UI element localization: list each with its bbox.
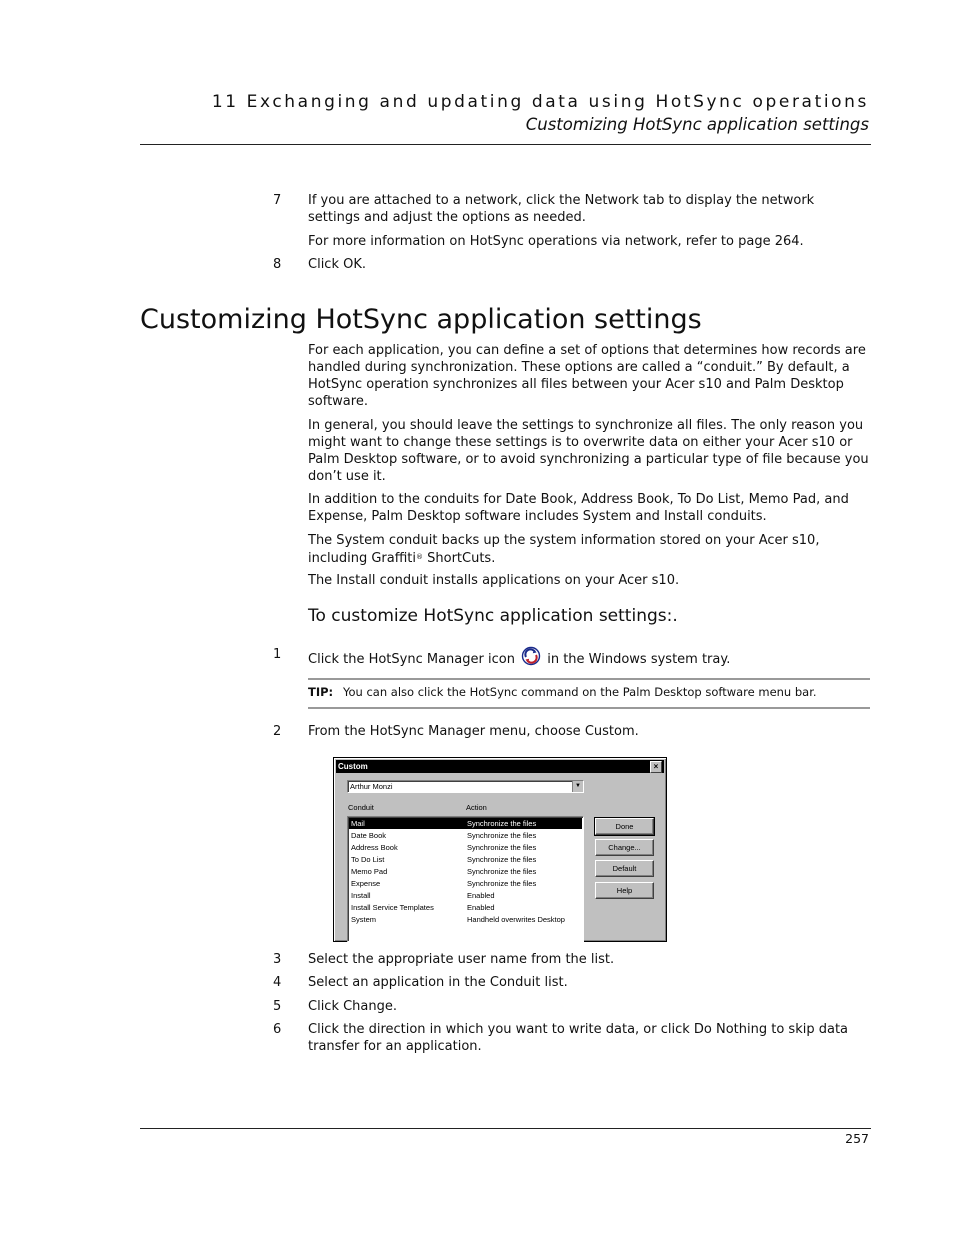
conduit-row[interactable]: Expense Synchronize the files — [351, 879, 537, 888]
user-select-value: Arthur Monzi — [350, 782, 393, 791]
section-subtitle: Customizing HotSync application settings — [525, 115, 869, 134]
help-button[interactable]: Help — [595, 882, 654, 899]
hotsync-manager-icon — [521, 646, 541, 666]
conduit-row[interactable]: Install Enabled — [351, 891, 495, 900]
step-text: Select an application in the Conduit list. — [308, 975, 568, 990]
paragraph: The Install conduit installs applications on your Acer s10. — [308, 573, 680, 588]
step-number: 8 — [273, 257, 282, 272]
step-number: 3 — [273, 952, 282, 967]
step-text: Click the HotSync Manager icon in the Windows system tray. — [308, 646, 870, 668]
conduit-row[interactable]: Install Service Templates Enabled — [351, 903, 495, 912]
done-button[interactable]: Done — [595, 818, 654, 835]
paragraph: In general, you should leave the settings to synchronize all files. The only reason you might want to change these settings is to overwrite data on either your Acer s10 or Palm Desktop software, or to avoid synchronizing a particular type of file because you don’t use it. — [308, 418, 869, 484]
tip-label: TIP: — [308, 685, 334, 699]
conduit-row[interactable]: Mail Synchronize the files — [349, 818, 582, 829]
close-button[interactable]: × — [650, 761, 662, 773]
page-number: 257 — [845, 1131, 869, 1146]
dialog-titlebar — [336, 760, 664, 773]
step-text: If you are attached to a network, click the Network tab to display the network settings and adjust the options as needed. — [308, 193, 815, 225]
paragraph: For each application, you can define a set of options that determines how records are handled during synchronization. These options are called a “conduit.” By default, a HotSync operation synchronizes all files between your Acer s10 and Palm Desktop software. — [308, 343, 866, 409]
default-button[interactable]: Default — [595, 860, 654, 877]
tip-rule-top — [308, 678, 870, 680]
step-text: From the HotSync Manager menu, choose Custom. — [308, 724, 639, 739]
header-rule — [140, 144, 871, 145]
change-button[interactable]: Change... — [595, 839, 654, 856]
step-text: Select the appropriate user name from the list. — [308, 952, 615, 967]
step-number: 1 — [273, 647, 282, 662]
procedure-heading: To customize HotSync application settings:. — [308, 606, 678, 626]
step-number: 5 — [273, 999, 282, 1014]
step-number: 4 — [273, 975, 282, 990]
step-note: For more information on HotSync operations via network, refer to page 264. — [308, 234, 804, 249]
chevron-down-icon[interactable]: ▼ — [572, 781, 583, 792]
user-select[interactable] — [347, 780, 584, 793]
step-text: Click Change. — [308, 999, 398, 1014]
conduit-row[interactable]: Date Book Synchronize the files — [351, 831, 537, 840]
conduit-list[interactable] — [347, 816, 584, 942]
action-column-header: Action — [466, 803, 487, 812]
tip-text: You can also click the HotSync command on the Palm Desktop software menu bar. — [343, 685, 817, 699]
step-number: 2 — [273, 724, 282, 739]
conduit-column-header: Conduit — [348, 803, 374, 812]
conduit-row[interactable]: Memo Pad Synchronize the files — [351, 867, 537, 876]
footer-rule — [140, 1128, 871, 1129]
tip-rule-bottom — [308, 707, 870, 709]
custom-dialog — [333, 757, 667, 942]
conduit-row[interactable]: System Handheld overwrites Desktop — [351, 915, 565, 924]
conduit-row[interactable]: Address Book Synchronize the files — [351, 843, 537, 852]
conduit-row[interactable]: To Do List Synchronize the files — [351, 855, 537, 864]
paragraph: In addition to the conduits for Date Book, Address Book, To Do List, Memo Pad, and Expense, Palm Desktop software includes System and Install conduits. — [308, 492, 849, 524]
section-heading: Customizing HotSync application settings — [140, 304, 702, 335]
chapter-title: 11 Exchanging and updating data using HotSync operations — [211, 92, 869, 112]
step-text: Click the direction in which you want to write data, or click Do Nothing to skip data transfer for an application. — [308, 1022, 849, 1054]
step-number: 7 — [273, 193, 282, 208]
paragraph: The System conduit backs up the system information stored on your Acer s10, including Graffiti® ShortCuts. — [308, 533, 820, 566]
step-number: 6 — [273, 1022, 282, 1037]
step-text: Click OK. — [308, 257, 366, 272]
dialog-title: Custom — [338, 762, 368, 771]
